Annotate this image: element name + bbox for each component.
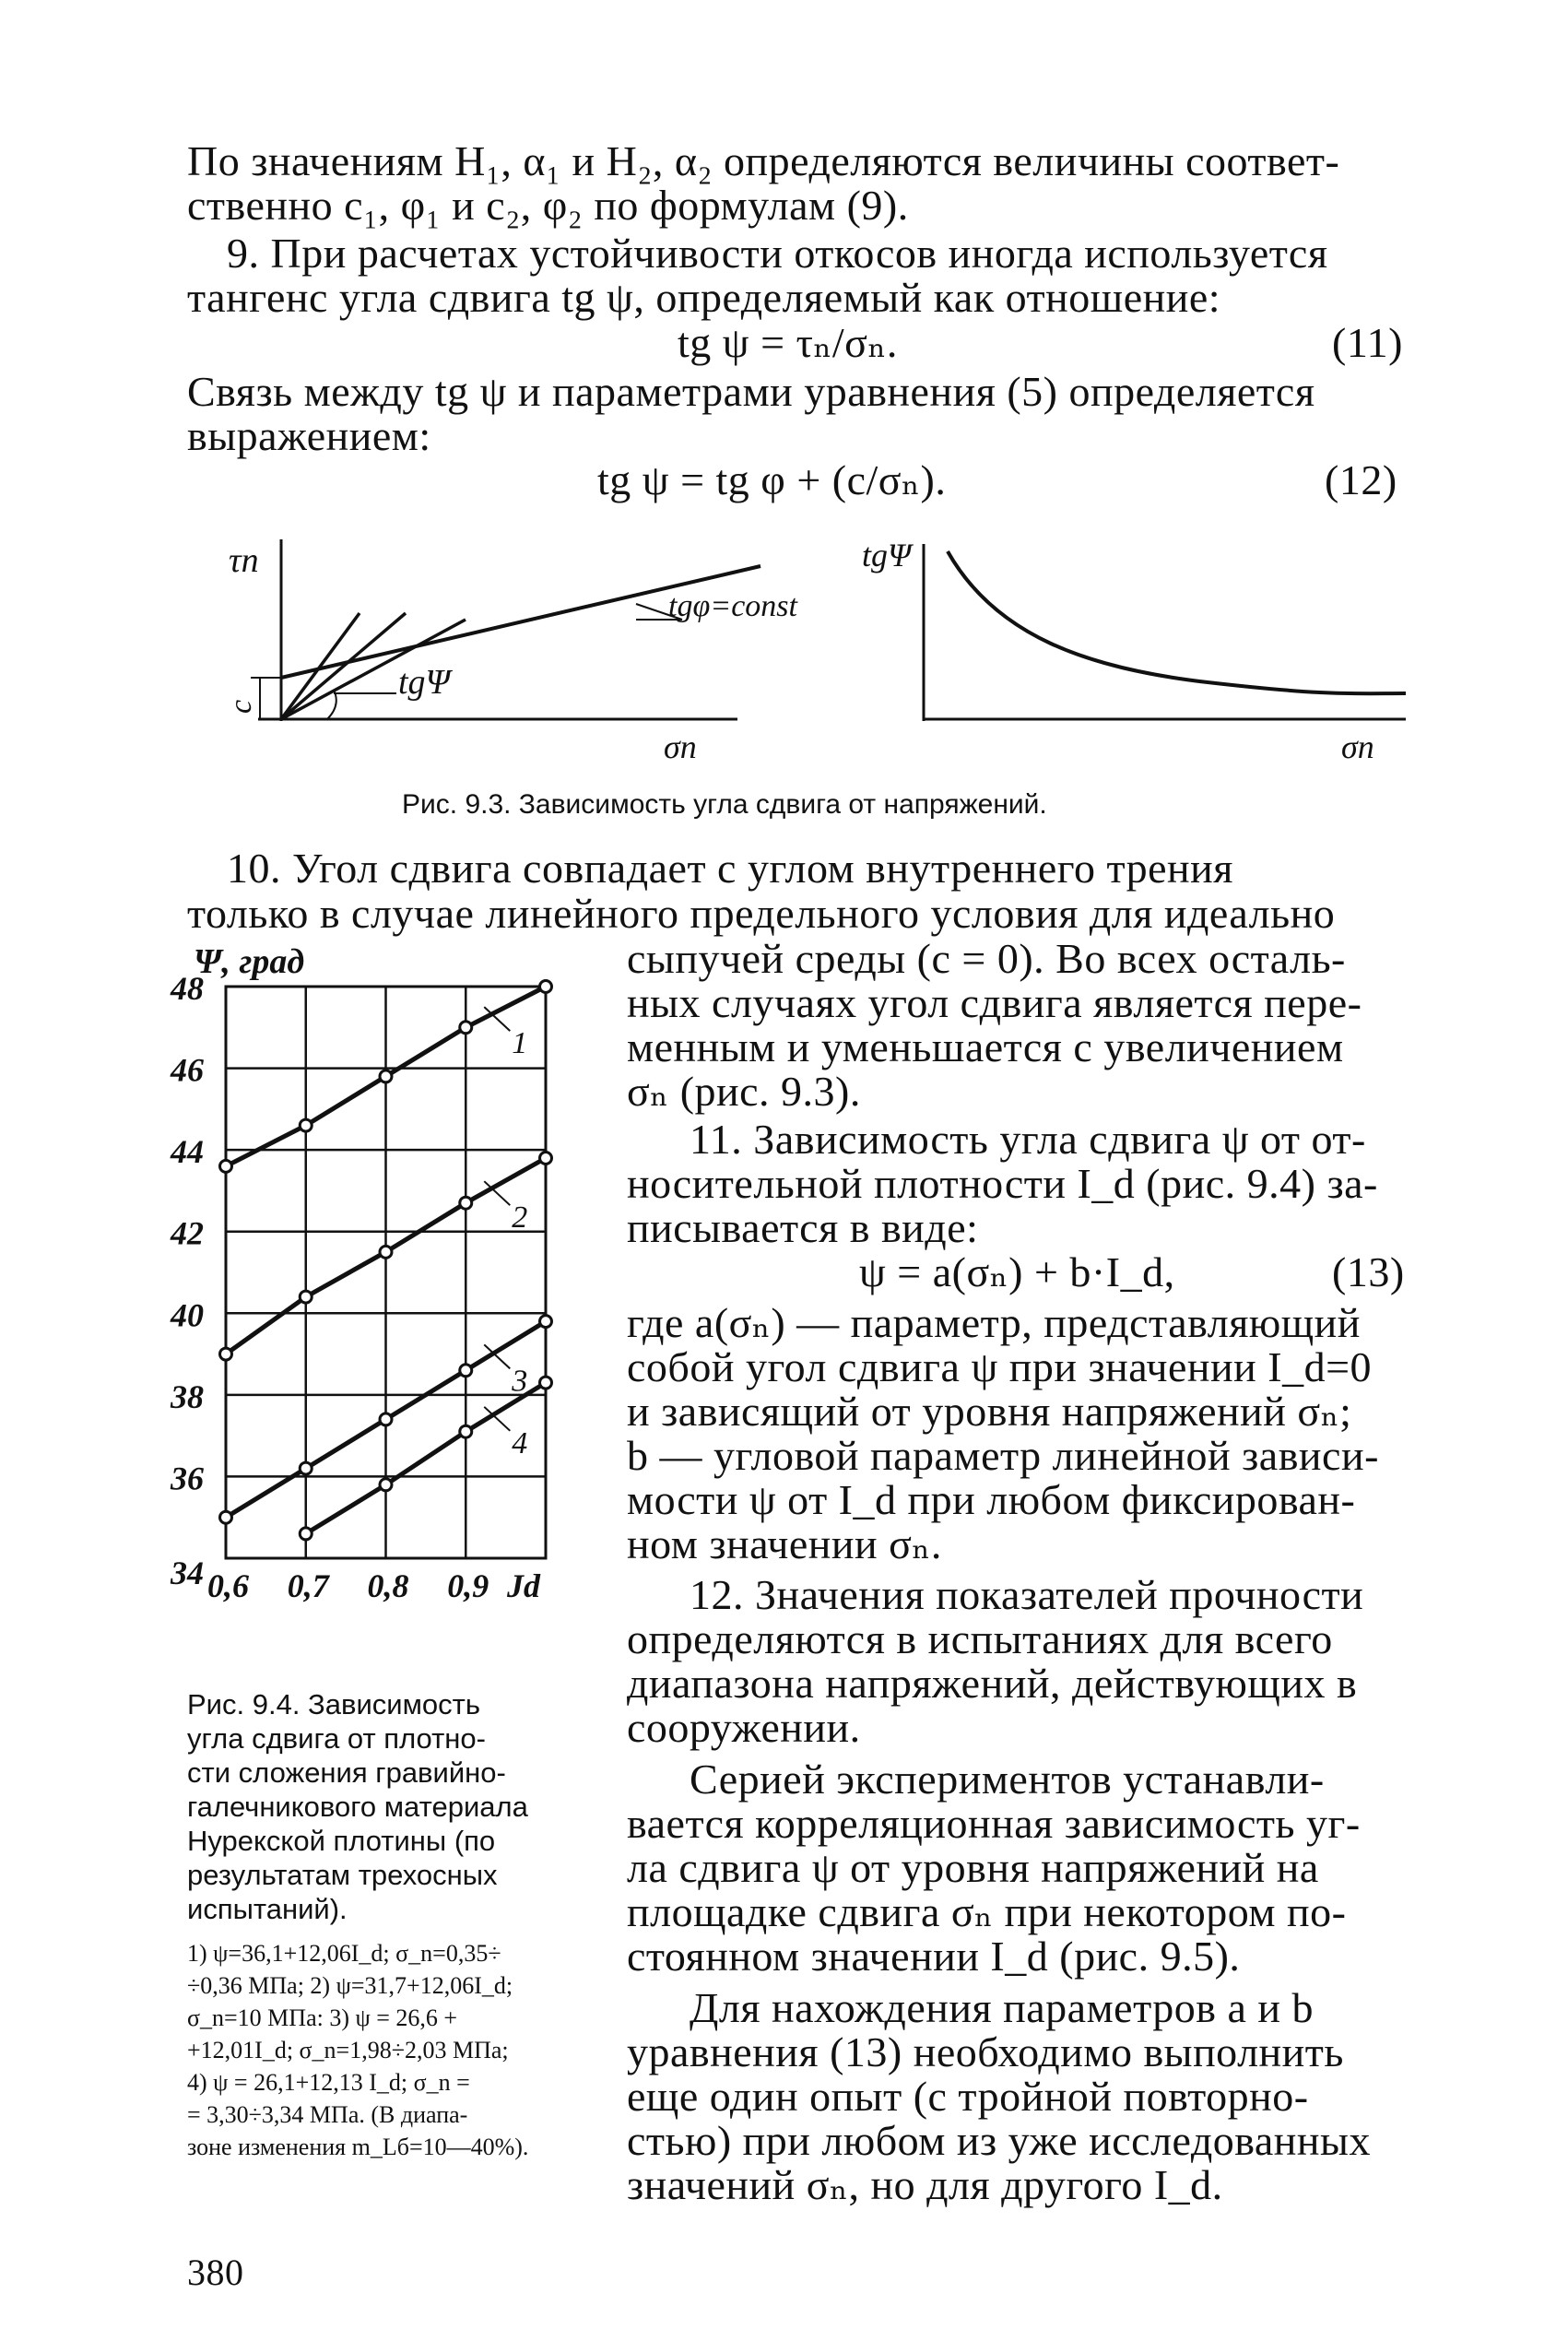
text-line: 12. Значения показателей прочности [690, 1571, 1364, 1618]
text-line: ла сдвига ψ от уровня напряжений на [627, 1844, 1319, 1891]
series-label: 3 [512, 1364, 528, 1399]
text-line: менным и уменьшается с увеличением [627, 1023, 1344, 1070]
text-line: стоянном значении I_d (рис. 9.5). [627, 1933, 1241, 1980]
caption-line: угла сдвига от плотно- [187, 1722, 486, 1755]
tgpsi-curve [948, 551, 1406, 693]
x-tick-label: 0,6 [207, 1567, 249, 1604]
data-point [460, 1425, 472, 1437]
text-line: сооружении. [627, 1704, 861, 1751]
text-line: мости ψ от I_d при любом фиксирован- [627, 1476, 1356, 1523]
caption-line: галечникового материала [187, 1791, 528, 1823]
y-tick-label: 40 [171, 1296, 204, 1334]
series-label: 1 [512, 1026, 528, 1061]
page-number: 380 [187, 2252, 244, 2293]
text-line: ных случаях угол сдвига является пере- [627, 979, 1362, 1026]
y-tick-label: 38 [171, 1377, 204, 1415]
text-line: Для нахождения параметров a и b [690, 1984, 1315, 2031]
data-point [300, 1528, 312, 1540]
text-line: еще один опыт (с тройной повторно- [627, 2073, 1309, 2120]
data-point [380, 1479, 392, 1491]
text-line: Серией экспериментов устанавли- [690, 1756, 1325, 1803]
series-label: 4 [512, 1425, 528, 1460]
x-tick-label: 0,7 [287, 1567, 329, 1604]
data-point [380, 1413, 392, 1425]
text-line: значений σₙ, но для другого I_d. [627, 2161, 1223, 2208]
y-tick-label: 34 [171, 1555, 204, 1591]
text-line: носительной плотности I_d (рис. 9.4) за- [627, 1160, 1378, 1207]
equation-number: (13) [1332, 1248, 1405, 1295]
text-line: только в случае линейного предельного условия для идеально [187, 890, 1336, 937]
text-line: ном значении σₙ. [627, 1520, 942, 1567]
equation-11: tg ψ = τₙ/σₙ. [678, 319, 898, 366]
y-tick-label: 42 [171, 1214, 204, 1252]
text-line: тангенс угла сдвига tg ψ, определяемый как отношение: [187, 274, 1221, 321]
text-line: собой угол сдвига ψ при значении I_d=0 [627, 1343, 1373, 1390]
note-line: зоне изменения m_Lб=10—40%). [187, 2134, 529, 2160]
note-line: 4) ψ = 26,1+12,13 I_d; σ_n = [187, 2069, 470, 2096]
note-line: 1) ψ=36,1+12,06I_d; σ_n=0,35÷ [187, 1940, 501, 1967]
equation-13: ψ = a(σₙ) + b·I_d, [859, 1248, 1175, 1295]
chart-ylabel: Ψ, град [194, 942, 305, 981]
text-line: сыпучей среды (c = 0). Во всех осталь- [627, 935, 1346, 982]
y-tick-label: 48 [171, 970, 204, 1007]
text-line: 9. При расчетах устойчивости откосов иногда используется [227, 230, 1328, 277]
data-point [460, 1365, 472, 1377]
equation-number: (12) [1325, 456, 1397, 503]
text-line: и зависящий от уровня напряжений σₙ; [627, 1388, 1352, 1435]
note-line: ÷0,36 МПа; 2) ψ=31,7+12,06I_d; [187, 1972, 513, 1999]
x-axis-label: Jd [507, 1567, 540, 1604]
secant-line [281, 613, 406, 719]
data-point [460, 1197, 472, 1209]
left-y-label: τn [229, 541, 259, 580]
text-line: площадке сдвига σₙ при некотором по- [627, 1888, 1347, 1935]
right-x-label: σn [1341, 728, 1374, 765]
text-line: 10. Угол сдвига совпадает с углом внутреннего трения [227, 845, 1233, 892]
data-point [540, 1316, 552, 1328]
text-line: По значениям H₁, α₁ и H₂, α₂ определяются величины соответ- [187, 137, 1340, 184]
text-line: стью) при любом из уже исследованных [627, 2117, 1371, 2164]
data-point [380, 1246, 392, 1258]
data-point [220, 1348, 232, 1360]
text-line: вается корреляционная зависимость уг- [627, 1800, 1361, 1847]
y-tick-label: 36 [171, 1460, 204, 1497]
data-point [540, 1153, 552, 1165]
text-line: ственно c₁, φ₁ и c₂, φ₂ по формулам (9). [187, 182, 909, 229]
right-y-label: tgΨ [862, 537, 912, 573]
caption-line: результатам трехосных [187, 1859, 498, 1891]
data-point [300, 1462, 312, 1474]
text-line: Связь между tg ψ и параметрами уравнения (5) определяется [187, 368, 1315, 415]
text-line: диапазона напряжений, действующих в [627, 1660, 1358, 1707]
text-line: уравнения (13) необходимо выполнить [627, 2028, 1344, 2075]
x-tick-label: 0,8 [367, 1567, 409, 1604]
data-point [540, 981, 552, 993]
c-label: c [224, 699, 258, 714]
data-point [220, 1511, 232, 1523]
left-x-label: σn [664, 728, 697, 765]
series-line-4 [306, 1383, 546, 1534]
data-point [300, 1119, 312, 1131]
note-line: +12,01I_d; σ_n=1,98÷2,03 МПа; [187, 2037, 509, 2063]
x-tick-label: 0,9 [447, 1567, 489, 1604]
text-line: b — угловой параметр линейной зависи- [627, 1432, 1379, 1479]
caption-line: испытаний). [187, 1893, 348, 1925]
y-tick-label: 46 [171, 1051, 204, 1089]
text-line: определяются в испытаниях для всего [627, 1615, 1333, 1662]
figure-9-3 [0, 516, 1568, 765]
text-line: 11. Зависимость угла сдвига ψ от от- [690, 1116, 1366, 1163]
secant-line [281, 613, 360, 719]
caption-line: Нурекской плотины (по [187, 1825, 496, 1857]
note-line: σ_n=10 МПа: 3) ψ = 26,6 + [187, 2004, 458, 2031]
caption-line: Рис. 9.4. Зависимость [187, 1688, 481, 1720]
text-line: где a(σₙ) — параметр, представляющий [627, 1299, 1361, 1346]
text-line: выражением: [187, 412, 431, 459]
series-label: 2 [512, 1200, 528, 1236]
tgphi-label: tgφ=const [668, 589, 797, 623]
y-tick-label: 44 [171, 1133, 204, 1171]
equation-12: tg ψ = tg φ + (c/σₙ). [597, 456, 947, 503]
data-point [540, 1377, 552, 1389]
tgpsi-label: tgΨ [398, 663, 451, 702]
text-line: σₙ (рис. 9.3). [627, 1068, 861, 1115]
text-line [187, 138, 1407, 184]
figure-9-4-chart [166, 931, 608, 1669]
caption-line: сти сложения гравийно- [187, 1756, 506, 1789]
equation-number: (11) [1332, 319, 1403, 366]
data-point [460, 1022, 472, 1034]
data-point [300, 1291, 312, 1303]
data-point [380, 1070, 392, 1082]
note-line: = 3,30÷3,34 МПа. (В диапа- [187, 2101, 468, 2128]
text-line: писывается в виде: [627, 1204, 979, 1251]
figure-9-3-caption: Рис. 9.3. Зависимость угла сдвига от напряжений. [402, 789, 1047, 820]
data-point [220, 1160, 232, 1172]
